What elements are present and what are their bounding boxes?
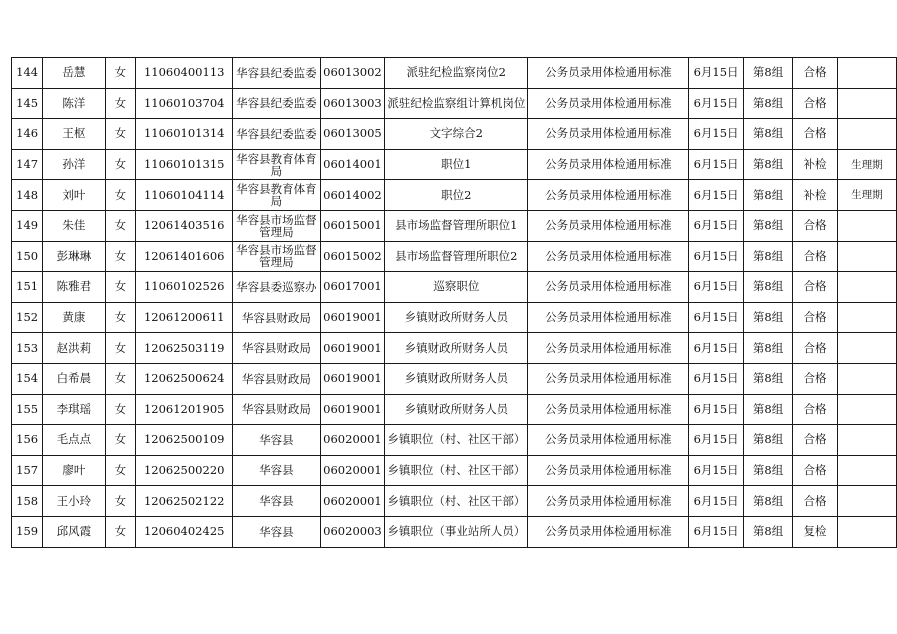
exam-date-cell: 6月15日 [689, 180, 743, 211]
gender-cell: 女 [105, 516, 136, 547]
post-name-cell: 职位2 [385, 180, 528, 211]
exam-date-cell: 6月15日 [689, 486, 743, 517]
exam-group-cell: 第8组 [743, 119, 793, 150]
remark-cell [837, 333, 896, 364]
post-name-cell: 职位1 [385, 149, 528, 180]
row-number-cell: 145 [12, 88, 43, 119]
employer-unit-cell: 华容县 [233, 455, 320, 486]
remark-cell [837, 210, 896, 241]
ticket-number-cell: 12062500220 [136, 455, 233, 486]
ticket-number-cell: 11060103704 [136, 88, 233, 119]
remark-cell [837, 394, 896, 425]
exam-roster-sheet [11, 57, 897, 548]
row-number-cell: 158 [12, 486, 43, 517]
exam-group-cell: 第8组 [743, 333, 793, 364]
remark-cell [837, 302, 896, 333]
post-name-cell: 乡镇职位（村、社区干部） [385, 455, 528, 486]
ticket-number-cell: 11060400113 [136, 58, 233, 89]
exam-group-cell: 第8组 [743, 58, 793, 89]
candidate-name-cell: 廖叶 [43, 455, 105, 486]
post-name-cell: 县市场监督管理所职位1 [385, 210, 528, 241]
remark-cell: 生理期 [837, 180, 896, 211]
candidate-name-cell: 邱风霞 [43, 516, 105, 547]
gender-cell: 女 [105, 58, 136, 89]
row-number-cell: 148 [12, 180, 43, 211]
exam-group-cell: 第8组 [743, 486, 793, 517]
exam-standard-cell: 公务员录用体检通用标准 [528, 455, 689, 486]
employer-unit-cell: 华容县 [233, 516, 320, 547]
exam-date-cell: 6月15日 [689, 119, 743, 150]
post-name-cell: 文字综合2 [385, 119, 528, 150]
post-name-cell: 乡镇财政所财务人员 [385, 363, 528, 394]
row-number-cell: 151 [12, 272, 43, 303]
ticket-number-cell: 12061401606 [136, 241, 233, 272]
exam-result-cell: 合格 [793, 241, 837, 272]
post-code-cell: 06015002 [320, 241, 385, 272]
candidate-name-cell: 毛点点 [43, 425, 105, 456]
candidate-name-cell: 孙洋 [43, 149, 105, 180]
ticket-number-cell: 12062503119 [136, 333, 233, 364]
exam-group-cell: 第8组 [743, 425, 793, 456]
ticket-number-cell: 11060101315 [136, 149, 233, 180]
candidate-name-cell: 王枢 [43, 119, 105, 150]
row-number-cell: 154 [12, 363, 43, 394]
post-code-cell: 06019001 [320, 302, 385, 333]
exam-standard-cell: 公务员录用体检通用标准 [528, 333, 689, 364]
candidate-name-cell: 陈雅君 [43, 272, 105, 303]
exam-result-cell: 合格 [793, 394, 837, 425]
post-code-cell: 06020001 [320, 425, 385, 456]
table-row [12, 425, 897, 456]
exam-date-cell: 6月15日 [689, 394, 743, 425]
gender-cell: 女 [105, 119, 136, 150]
ticket-number-cell: 11060101314 [136, 119, 233, 150]
exam-date-cell: 6月15日 [689, 241, 743, 272]
remark-cell [837, 486, 896, 517]
row-number-cell: 147 [12, 149, 43, 180]
table-row [12, 363, 897, 394]
ticket-number-cell: 11060104114 [136, 180, 233, 211]
post-name-cell: 乡镇职位（村、社区干部） [385, 486, 528, 517]
row-number-cell: 157 [12, 455, 43, 486]
exam-group-cell: 第8组 [743, 210, 793, 241]
exam-group-cell: 第8组 [743, 180, 793, 211]
employer-unit-cell: 华容县纪委监委 [233, 119, 320, 150]
gender-cell: 女 [105, 486, 136, 517]
exam-result-cell: 合格 [793, 333, 837, 364]
exam-standard-cell: 公务员录用体检通用标准 [528, 149, 689, 180]
ticket-number-cell: 12061403516 [136, 210, 233, 241]
post-code-cell: 06019001 [320, 363, 385, 394]
post-code-cell: 06014001 [320, 149, 385, 180]
table-row [12, 272, 897, 303]
table-row [12, 241, 897, 272]
gender-cell: 女 [105, 302, 136, 333]
exam-group-cell: 第8组 [743, 88, 793, 119]
exam-date-cell: 6月15日 [689, 88, 743, 119]
exam-group-cell: 第8组 [743, 516, 793, 547]
employer-unit-cell: 华容县 [233, 486, 320, 517]
remark-cell [837, 119, 896, 150]
exam-group-cell: 第8组 [743, 363, 793, 394]
employer-unit-cell: 华容县财政局 [233, 333, 320, 364]
remark-cell [837, 425, 896, 456]
exam-date-cell: 6月15日 [689, 425, 743, 456]
row-number-cell: 156 [12, 425, 43, 456]
remark-cell [837, 88, 896, 119]
employer-unit-cell: 华容县财政局 [233, 363, 320, 394]
employer-unit-cell: 华容县纪委监委 [233, 88, 320, 119]
candidate-name-cell: 朱佳 [43, 210, 105, 241]
ticket-number-cell: 12062500624 [136, 363, 233, 394]
ticket-number-cell: 11060102526 [136, 272, 233, 303]
gender-cell: 女 [105, 210, 136, 241]
employer-unit-cell: 华容县财政局 [233, 394, 320, 425]
post-code-cell: 06017001 [320, 272, 385, 303]
employer-unit-cell: 华容县 [233, 425, 320, 456]
post-name-cell: 派驻纪检监察组计算机岗位 [385, 88, 528, 119]
ticket-number-cell: 12062500109 [136, 425, 233, 456]
roster-body [12, 58, 897, 548]
post-name-cell: 巡察职位 [385, 272, 528, 303]
remark-cell [837, 272, 896, 303]
employer-unit-cell: 华容县纪委监委 [233, 58, 320, 89]
exam-result-cell: 合格 [793, 486, 837, 517]
ticket-number-cell: 12060402425 [136, 516, 233, 547]
table-row [12, 88, 897, 119]
exam-standard-cell: 公务员录用体检通用标准 [528, 272, 689, 303]
exam-result-cell: 复检 [793, 516, 837, 547]
post-name-cell: 县市场监督管理所职位2 [385, 241, 528, 272]
post-code-cell: 06013002 [320, 58, 385, 89]
post-name-cell: 乡镇职位（事业站所人员） [385, 516, 528, 547]
table-row [12, 210, 897, 241]
exam-date-cell: 6月15日 [689, 302, 743, 333]
remark-cell: 生理期 [837, 149, 896, 180]
employer-unit-cell: 华容县教育体育局 [233, 149, 320, 180]
remark-cell [837, 58, 896, 89]
post-name-cell: 派驻纪检监察岗位2 [385, 58, 528, 89]
gender-cell: 女 [105, 455, 136, 486]
post-name-cell: 乡镇财政所财务人员 [385, 302, 528, 333]
exam-date-cell: 6月15日 [689, 58, 743, 89]
remark-cell [837, 241, 896, 272]
post-code-cell: 06019001 [320, 333, 385, 364]
exam-standard-cell: 公务员录用体检通用标准 [528, 425, 689, 456]
candidate-name-cell: 刘叶 [43, 180, 105, 211]
post-code-cell: 06015001 [320, 210, 385, 241]
remark-cell [837, 516, 896, 547]
row-number-cell: 150 [12, 241, 43, 272]
gender-cell: 女 [105, 88, 136, 119]
employer-unit-cell: 华容县委巡察办 [233, 272, 320, 303]
gender-cell: 女 [105, 363, 136, 394]
exam-date-cell: 6月15日 [689, 210, 743, 241]
table-row [12, 58, 897, 89]
exam-standard-cell: 公务员录用体检通用标准 [528, 516, 689, 547]
post-code-cell: 06014002 [320, 180, 385, 211]
row-number-cell: 152 [12, 302, 43, 333]
ticket-number-cell: 12061201905 [136, 394, 233, 425]
post-name-cell: 乡镇职位（村、社区干部） [385, 425, 528, 456]
candidate-name-cell: 黄康 [43, 302, 105, 333]
exam-date-cell: 6月15日 [689, 455, 743, 486]
exam-result-cell: 合格 [793, 363, 837, 394]
gender-cell: 女 [105, 180, 136, 211]
exam-result-cell: 合格 [793, 302, 837, 333]
exam-result-cell: 合格 [793, 119, 837, 150]
exam-group-cell: 第8组 [743, 455, 793, 486]
post-code-cell: 06020001 [320, 486, 385, 517]
candidate-name-cell: 彭琳琳 [43, 241, 105, 272]
ticket-number-cell: 12062502122 [136, 486, 233, 517]
post-name-cell: 乡镇财政所财务人员 [385, 394, 528, 425]
row-number-cell: 149 [12, 210, 43, 241]
candidate-name-cell: 白希晨 [43, 363, 105, 394]
exam-standard-cell: 公务员录用体检通用标准 [528, 210, 689, 241]
row-number-cell: 153 [12, 333, 43, 364]
exam-result-cell: 合格 [793, 210, 837, 241]
exam-standard-cell: 公务员录用体检通用标准 [528, 58, 689, 89]
exam-standard-cell: 公务员录用体检通用标准 [528, 394, 689, 425]
exam-group-cell: 第8组 [743, 149, 793, 180]
exam-result-cell: 合格 [793, 88, 837, 119]
table-row [12, 333, 897, 364]
exam-result-cell: 补检 [793, 149, 837, 180]
exam-standard-cell: 公务员录用体检通用标准 [528, 363, 689, 394]
employer-unit-cell: 华容县财政局 [233, 302, 320, 333]
table-row [12, 180, 897, 211]
employer-unit-cell: 华容县市场监督管理局 [233, 210, 320, 241]
exam-date-cell: 6月15日 [689, 149, 743, 180]
gender-cell: 女 [105, 333, 136, 364]
table-row [12, 394, 897, 425]
exam-result-cell: 合格 [793, 58, 837, 89]
gender-cell: 女 [105, 272, 136, 303]
remark-cell [837, 455, 896, 486]
post-code-cell: 06013003 [320, 88, 385, 119]
employer-unit-cell: 华容县教育体育局 [233, 180, 320, 211]
candidate-name-cell: 赵洪莉 [43, 333, 105, 364]
gender-cell: 女 [105, 394, 136, 425]
exam-date-cell: 6月15日 [689, 333, 743, 364]
table-row [12, 149, 897, 180]
post-name-cell: 乡镇财政所财务人员 [385, 333, 528, 364]
exam-result-cell: 补检 [793, 180, 837, 211]
table-row [12, 119, 897, 150]
exam-result-cell: 合格 [793, 425, 837, 456]
exam-date-cell: 6月15日 [689, 363, 743, 394]
gender-cell: 女 [105, 149, 136, 180]
exam-standard-cell: 公务员录用体检通用标准 [528, 486, 689, 517]
table-row [12, 302, 897, 333]
remark-cell [837, 363, 896, 394]
exam-date-cell: 6月15日 [689, 272, 743, 303]
post-code-cell: 06019001 [320, 394, 385, 425]
gender-cell: 女 [105, 425, 136, 456]
exam-result-cell: 合格 [793, 455, 837, 486]
candidate-name-cell: 王小玲 [43, 486, 105, 517]
exam-group-cell: 第8组 [743, 302, 793, 333]
exam-group-cell: 第8组 [743, 394, 793, 425]
exam-standard-cell: 公务员录用体检通用标准 [528, 88, 689, 119]
exam-group-cell: 第8组 [743, 272, 793, 303]
gender-cell: 女 [105, 241, 136, 272]
exam-standard-cell: 公务员录用体检通用标准 [528, 241, 689, 272]
candidate-name-cell: 岳慧 [43, 58, 105, 89]
exam-roster-table [11, 57, 897, 548]
candidate-name-cell: 李琪瑶 [43, 394, 105, 425]
candidate-name-cell: 陈洋 [43, 88, 105, 119]
table-row [12, 516, 897, 547]
exam-standard-cell: 公务员录用体检通用标准 [528, 302, 689, 333]
post-code-cell: 06020001 [320, 455, 385, 486]
exam-group-cell: 第8组 [743, 241, 793, 272]
row-number-cell: 144 [12, 58, 43, 89]
exam-result-cell: 合格 [793, 272, 837, 303]
employer-unit-cell: 华容县市场监督管理局 [233, 241, 320, 272]
post-code-cell: 06013005 [320, 119, 385, 150]
row-number-cell: 155 [12, 394, 43, 425]
exam-standard-cell: 公务员录用体检通用标准 [528, 180, 689, 211]
row-number-cell: 159 [12, 516, 43, 547]
ticket-number-cell: 12061200611 [136, 302, 233, 333]
exam-date-cell: 6月15日 [689, 516, 743, 547]
row-number-cell: 146 [12, 119, 43, 150]
table-row [12, 486, 897, 517]
exam-standard-cell: 公务员录用体检通用标准 [528, 119, 689, 150]
table-row [12, 455, 897, 486]
post-code-cell: 06020003 [320, 516, 385, 547]
